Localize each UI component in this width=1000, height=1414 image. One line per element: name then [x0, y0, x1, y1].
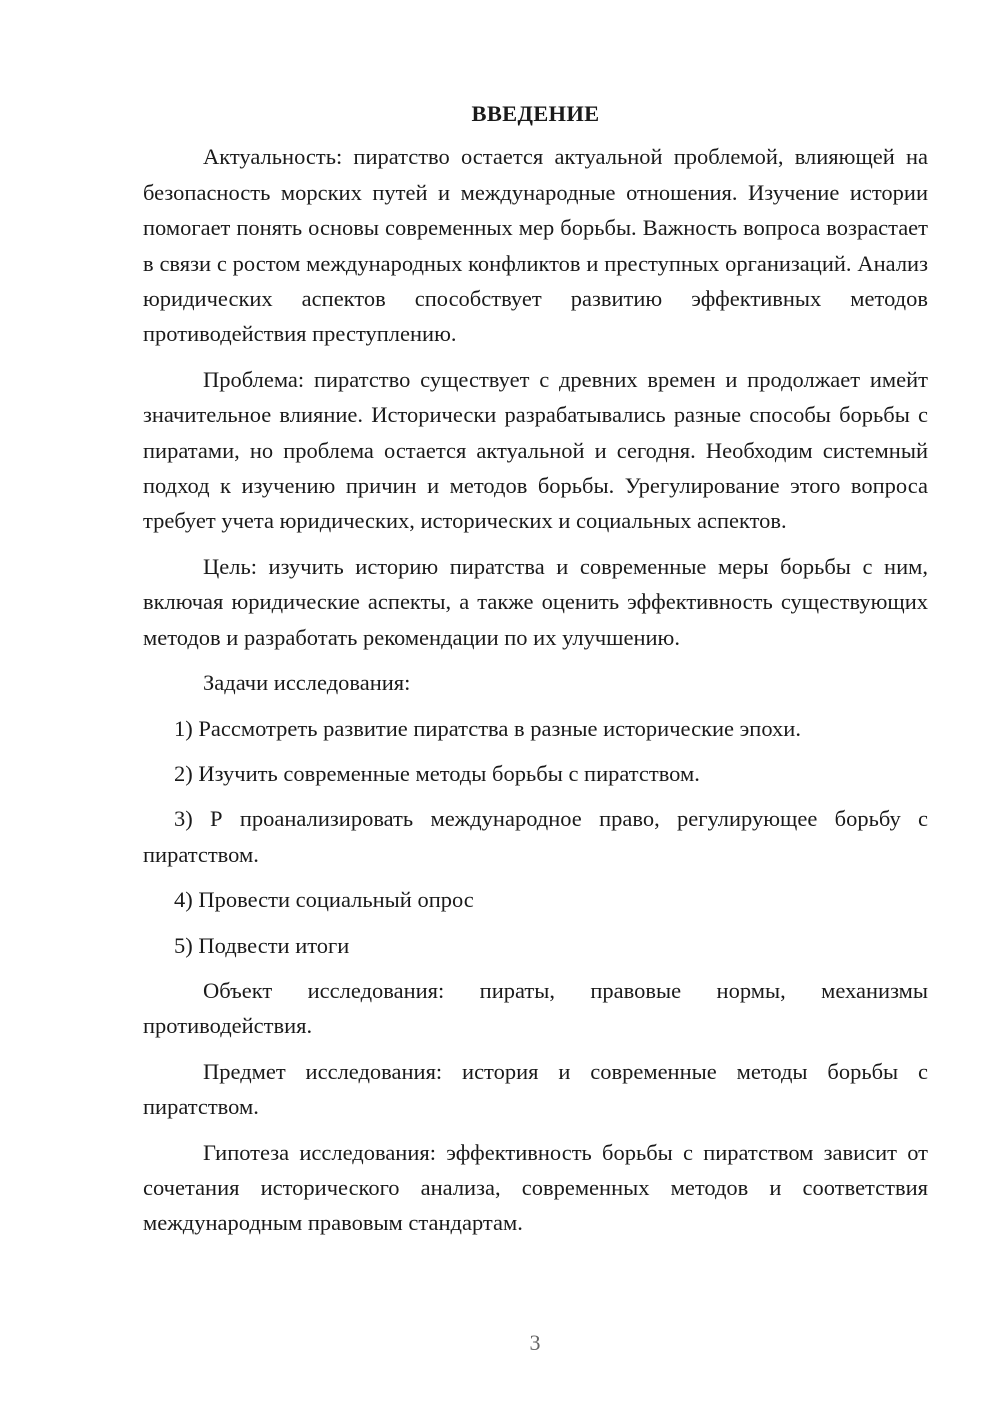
task-item-4: 4) Провести социальный опрос	[174, 887, 474, 913]
page-title: ВВЕДЕНИЕ	[471, 101, 600, 126]
hypothesis-paragraph: Гипотеза исследования: эффективность борьбы с пиратством зависит от сочетания исторического анализа, современных методов и соответствия международным правовым стандартам.	[143, 1139, 928, 1236]
task-item-3: 3) Р проанализировать международное право, регулирующее борьбу с пиратством.	[143, 806, 928, 867]
subject-paragraph: Предмет исследования: история и современные методы борьбы с пиратством.	[143, 1058, 928, 1120]
problem-paragraph: Проблема: пиратство существует с древних времен и продолжает имейт значительное влияние. Исторически разрабатывались разные способы борьбы с пиратами, но проблема остается актуальной и сегодня. Необходим системный подход к изучению причин и методов борьбы. Урегулирование этого вопроса требует учета юридических, исторических и социальных аспектов.	[143, 366, 928, 534]
task-item-1: 1) Рассмотреть развитие пиратства в разные исторические эпохи.	[174, 715, 801, 741]
page-content	[143, 96, 928, 1251]
task-item-2: 2) Изучить современные методы борьбы с пиратством.	[174, 760, 700, 786]
task-item-5: 5) Подвести итоги	[174, 932, 350, 958]
page-number: 3	[529, 1330, 541, 1355]
relevance-paragraph: Актуальность: пиратство остается актуальной проблемой, влияющей на безопасность морских путей и международные отношения. Изучение истории помогает понять основы современных мер борьбы. Важность вопроса возрастает в связи с ростом международных конфликтов и преступных организаций. Анализ юридических аспектов способствует развитию эффективных методов противодействия преступлению.	[143, 144, 928, 347]
tasks-title: Задачи исследования:	[203, 670, 411, 696]
goal-paragraph: Цель: изучить историю пиратства и современные меры борьбы с ним, включая юридические аспекты, а также оценить эффективность существующих методов и разработать рекомендации по их улучшению.	[143, 553, 928, 650]
object-paragraph: Объект исследования: пираты, правовые нормы, механизмы противодействия.	[143, 977, 928, 1039]
